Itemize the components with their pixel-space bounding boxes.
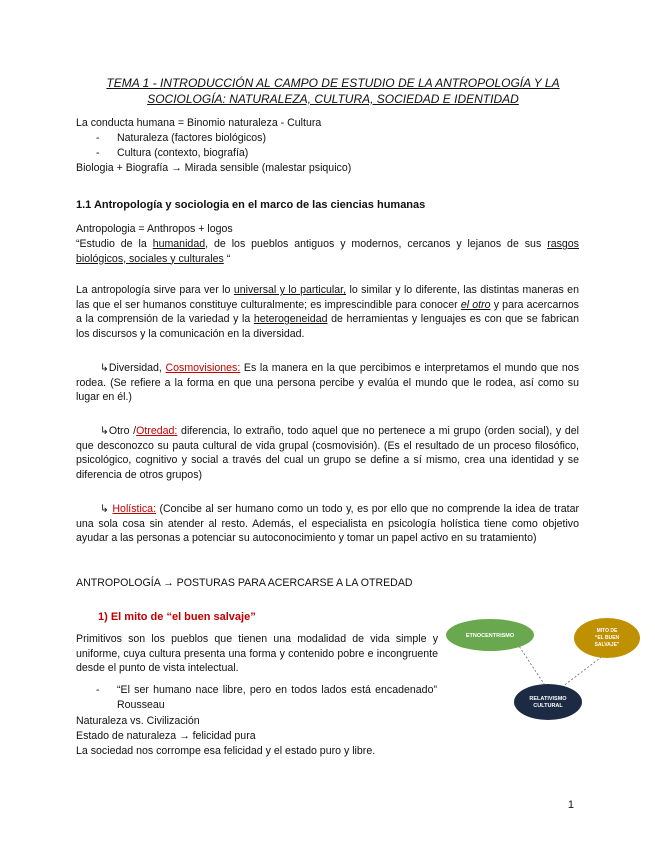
postures-line: ANTROPOLOGÍA → POSTURAS PARA ACERCARSE A LA OTREDAD	[76, 577, 413, 589]
text-line: Naturaleza vs. Civilización	[76, 715, 200, 727]
text-line: La sociedad nos corrompe esa felicidad y el estado puro y libre.	[76, 745, 376, 757]
relativismo-label: RELATIVISMO	[529, 696, 567, 702]
paragraph: Primitivos son los pueblos que tienen una modalidad de vida simple y uniforme, cuya cultura presenta una forma y contenido pobre e incongruente desde el punto de vista intelectual.	[76, 633, 438, 674]
paragraph: La antropología sirve para ver lo universal y lo particular, lo similar y lo diferente, las distintas maneras en las que el ser humanos constituye culturalmente; es imprescindible para conocer el otro y para acercarnos a la comprensión de la variedad y la heterogeneidad de herramientas y lenguajes es con que se fabrican los discursos y la comunicación en la diversidad.	[76, 284, 580, 340]
intro-line: La conducta humana = Binomio naturaleza - Cultura	[76, 117, 322, 129]
buen-salvaje-label: SALVAJE”	[594, 642, 620, 648]
relativismo-label: CULTURAL	[533, 703, 563, 709]
buen-salvaje-label: MITO DE	[596, 628, 618, 634]
postures-diagram	[440, 610, 640, 730]
section-heading: 1.1 Antropología y sociologia en el marco de las ciencias humanas	[76, 199, 426, 211]
etnocentrismo-label: ETNOCENTRISMO	[465, 633, 515, 639]
page-number: 1	[567, 799, 574, 811]
intro-line: Biologia + Biografía → Mirada sensible (malestar psiquico)	[76, 162, 352, 174]
subsection-heading: 1) El mito de “el buen salvaje”	[98, 611, 256, 623]
paragraph-cosmovisiones: ↳Diversidad, Cosmovisiones: Es la manera en la que percibimos e interpretamos el mundo que nos rodea. (Se refiere a la forma en que una persona percibe y evalúa el mundo que le rodea, así como su lugar en él.)	[76, 362, 579, 403]
definition: Antropologia = Anthropos + logos	[76, 223, 233, 235]
buen-salvaje-label: “EL BUEN	[594, 635, 620, 641]
paragraph-holistica: ↳ Holística: (Concibe al ser humano como un todo y, es por ello que no comprende la idea de tratar una sola cosa sin atender al resto. Además, el especialista en psicología holística tiene como objetivo ayudar a las personas a potenciar su autoconocimiento y tomar un papel activo en su tratamiento)	[76, 503, 579, 544]
text-line: Estado de naturaleza → felicidad pura	[76, 730, 256, 742]
connector-line	[558, 652, 608, 690]
quote-paragraph: “Estudio de la humanidad, de los pueblos antiguos y modernos, cercanos y lejanos de sus rasgos biológicos, sociales y culturales “	[76, 238, 579, 265]
connector-line	[515, 640, 548, 690]
relativismo-node	[514, 684, 582, 720]
page-title: TEMA 1 - INTRODUCCIÓN AL CAMPO DE ESTUDIO DE LA ANTROPOLOGÍA Y LA SOCIOLOGÍA: NATURALEZA, CULTURA, SOCIEDAD E IDENTIDAD	[106, 76, 560, 106]
paragraph-otredad: ↳Otro /Otredad: diferencia, lo extraño, todo aquel que no pertenece a mi grupo (orden social), y del que desconozco su pauta cultural de vida grupal (cosmovisión). (Es el resultado de un proceso filosófico, psicológico, cognitivo y social a través del cual un grupo se define a sí mismo, crea una identidad y se diferencia de otros grupos)	[76, 425, 579, 481]
